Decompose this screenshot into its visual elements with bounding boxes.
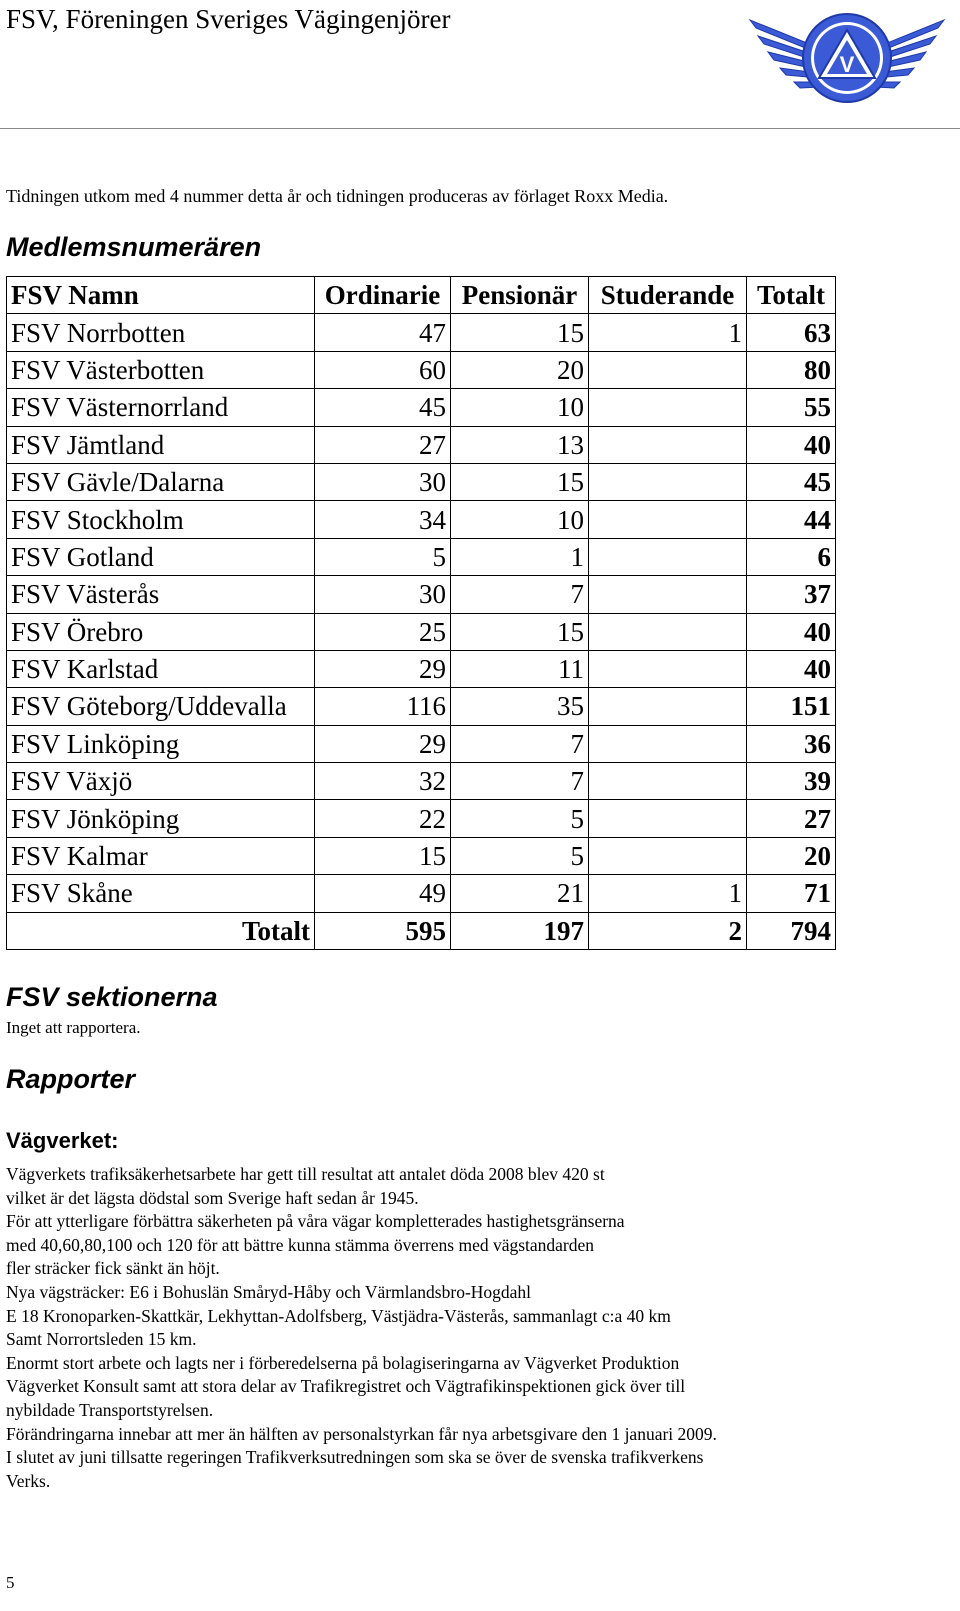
report-line: För att ytterligare förbättra säkerheten på våra vägar kompletterades hastighetsgränserna xyxy=(6,1211,625,1232)
cell-ordinarie: 34 xyxy=(315,501,451,538)
cell-ordinarie: 27 xyxy=(315,426,451,463)
cell-ordinarie: 5 xyxy=(315,538,451,575)
cell-studerande xyxy=(589,613,747,650)
cell-pensionar: 15 xyxy=(451,613,589,650)
table-row xyxy=(7,763,836,800)
cell-ordinarie: 47 xyxy=(315,314,451,351)
cell-pensionar: 20 xyxy=(451,351,589,388)
cell-totalt: 40 xyxy=(747,426,836,463)
cell-name: FSV Skåne xyxy=(7,875,315,912)
cell-totalt: 55 xyxy=(747,389,836,426)
members-table-body xyxy=(7,314,836,912)
members-table-header-row xyxy=(7,277,836,314)
document-header-title: FSV, Föreningen Sveriges Vägingenjörer xyxy=(6,4,451,34)
logo-letter: V xyxy=(839,52,855,77)
cell-totalt: 6 xyxy=(747,538,836,575)
cell-studerande xyxy=(589,351,747,388)
cell-name: FSV Gävle/Dalarna xyxy=(7,463,315,500)
fsv-logo xyxy=(744,2,950,114)
cell-name: FSV Karlstad xyxy=(7,650,315,687)
cell-studerande xyxy=(589,763,747,800)
cell-ordinarie: 60 xyxy=(315,351,451,388)
cell-studerande xyxy=(589,463,747,500)
cell-name: FSV Stockholm xyxy=(7,501,315,538)
cell-name: FSV Gotland xyxy=(7,538,315,575)
table-row xyxy=(7,351,836,388)
report-line: Samt Norrortsleden 15 km. xyxy=(6,1329,197,1350)
cell-pensionar: 7 xyxy=(451,576,589,613)
cell-ordinarie: 30 xyxy=(315,463,451,500)
members-total-row xyxy=(7,912,836,949)
sections-text: Inget att rapportera. xyxy=(6,1018,141,1037)
cell-pensionar: 21 xyxy=(451,875,589,912)
column-header-totalt: Totalt xyxy=(747,277,836,314)
cell-studerande: 1 xyxy=(589,314,747,351)
cell-totalt: 36 xyxy=(747,725,836,762)
cell-studerande xyxy=(589,538,747,575)
column-header-name: FSV Namn xyxy=(7,277,315,314)
members-heading: Medlemsnumerären xyxy=(6,232,262,262)
members-table xyxy=(6,276,836,950)
cell-name: FSV Norrbotten xyxy=(7,314,315,351)
cell-name: FSV Kalmar xyxy=(7,837,315,874)
reports-heading: Rapporter xyxy=(6,1064,136,1094)
cell-name: FSV Jönköping xyxy=(7,800,315,837)
cell-studerande xyxy=(589,837,747,874)
report-line: Vägverkets trafiksäkerhetsarbete har gett till resultat att antalet döda 2008 blev 420 st xyxy=(6,1164,605,1184)
cell-studerande xyxy=(589,800,747,837)
report-line: I slutet av juni tillsatte regeringen Trafikverksutredningen som ska se över de svenska trafikverkens xyxy=(6,1447,704,1468)
sections-heading: FSV sektionerna xyxy=(6,982,218,1012)
cell-totalt: 151 xyxy=(747,688,836,725)
cell-studerande xyxy=(589,426,747,463)
report-body-text xyxy=(6,1163,946,1493)
cell-name: FSV Jämtland xyxy=(7,426,315,463)
table-row xyxy=(7,463,836,500)
cell-name: FSV Göteborg/Uddevalla xyxy=(7,688,315,725)
total-pensionar: 197 xyxy=(451,912,589,949)
page-number: 5 xyxy=(6,1573,15,1592)
cell-pensionar: 7 xyxy=(451,725,589,762)
cell-studerande xyxy=(589,576,747,613)
cell-studerande xyxy=(589,501,747,538)
cell-ordinarie: 30 xyxy=(315,576,451,613)
cell-totalt: 44 xyxy=(747,501,836,538)
report-line: vilket är det lägsta dödstal som Sverige haft sedan år 1945. xyxy=(6,1187,419,1208)
cell-totalt: 40 xyxy=(747,613,836,650)
cell-totalt: 71 xyxy=(747,875,836,912)
cell-pensionar: 10 xyxy=(451,389,589,426)
total-studerande: 2 xyxy=(589,912,747,949)
table-row xyxy=(7,314,836,351)
table-row xyxy=(7,650,836,687)
column-header-studerande: Studerande xyxy=(589,277,747,314)
cell-ordinarie: 45 xyxy=(315,389,451,426)
cell-studerande xyxy=(589,725,747,762)
cell-pensionar: 35 xyxy=(451,688,589,725)
cell-ordinarie: 32 xyxy=(315,763,451,800)
vagverket-subheading: Vägverket: xyxy=(6,1128,119,1153)
table-row xyxy=(7,837,836,874)
report-line: Nya vägsträcker: E6 i Bohuslän Småryd-Håby och Värmlandsbro-Hogdahl xyxy=(6,1281,532,1302)
table-row xyxy=(7,426,836,463)
cell-pensionar: 5 xyxy=(451,800,589,837)
cell-totalt: 80 xyxy=(747,351,836,388)
cell-pensionar: 15 xyxy=(451,463,589,500)
cell-totalt: 20 xyxy=(747,837,836,874)
cell-totalt: 63 xyxy=(747,314,836,351)
cell-totalt: 27 xyxy=(747,800,836,837)
table-row xyxy=(7,613,836,650)
table-row xyxy=(7,800,836,837)
cell-pensionar: 7 xyxy=(451,763,589,800)
table-row xyxy=(7,538,836,575)
cell-ordinarie: 25 xyxy=(315,613,451,650)
cell-name: FSV Örebro xyxy=(7,613,315,650)
table-row xyxy=(7,501,836,538)
table-row xyxy=(7,875,836,912)
intro-paragraph: Tidningen utkom med 4 nummer detta år och tidningen produceras av förlaget Roxx Media. xyxy=(6,186,669,206)
cell-pensionar: 10 xyxy=(451,501,589,538)
report-line: Verks. xyxy=(6,1470,51,1491)
cell-name: FSV Västerbotten xyxy=(7,351,315,388)
cell-pensionar: 15 xyxy=(451,314,589,351)
header-divider xyxy=(0,128,960,129)
table-row xyxy=(7,725,836,762)
cell-ordinarie: 49 xyxy=(315,875,451,912)
cell-totalt: 39 xyxy=(747,763,836,800)
cell-pensionar: 11 xyxy=(451,650,589,687)
report-line: Förändringarna innebar att mer än hälften av personalstyrkan får nya arbetsgivare den 1 januari 2009. xyxy=(6,1423,717,1444)
report-line: Vägverket Konsult samt att stora delar av Trafikregistret och Vägtrafikinspektionen gick över till xyxy=(6,1376,686,1397)
column-header-ordinarie: Ordinarie xyxy=(315,277,451,314)
total-ordinarie: 595 xyxy=(315,912,451,949)
cell-name: FSV Västerås xyxy=(7,576,315,613)
table-row xyxy=(7,576,836,613)
total-label: Totalt xyxy=(7,912,315,949)
table-row xyxy=(7,688,836,725)
cell-name: FSV Västernorrland xyxy=(7,389,315,426)
cell-totalt: 37 xyxy=(747,576,836,613)
cell-name: FSV Växjö xyxy=(7,763,315,800)
cell-pensionar: 13 xyxy=(451,426,589,463)
report-line: nybildade Transportstyrelsen. xyxy=(6,1399,214,1420)
cell-pensionar: 1 xyxy=(451,538,589,575)
cell-studerande: 1 xyxy=(589,875,747,912)
cell-ordinarie: 15 xyxy=(315,837,451,874)
cell-totalt: 40 xyxy=(747,650,836,687)
cell-studerande xyxy=(589,688,747,725)
column-header-pensionar: Pensionär xyxy=(451,277,589,314)
cell-pensionar: 5 xyxy=(451,837,589,874)
cell-name: FSV Linköping xyxy=(7,725,315,762)
cell-ordinarie: 22 xyxy=(315,800,451,837)
cell-ordinarie: 116 xyxy=(315,688,451,725)
cell-totalt: 45 xyxy=(747,463,836,500)
cell-ordinarie: 29 xyxy=(315,650,451,687)
cell-studerande xyxy=(589,650,747,687)
cell-studerande xyxy=(589,389,747,426)
report-line: med 40,60,80,100 och 120 för att bättre kunna stämma överrens med vägstandarden xyxy=(6,1234,595,1255)
total-totalt: 794 xyxy=(747,912,836,949)
report-line: Enormt stort arbete och lagts ner i förberedelserna på bolagiseringarna av Vägverket Produktion xyxy=(6,1352,680,1373)
cell-ordinarie: 29 xyxy=(315,725,451,762)
report-line: E 18 Kronoparken-Skattkär, Lekhyttan-Adolfsberg, Västjädra-Västerås, sammanlagt c:a 40 km xyxy=(6,1305,671,1326)
table-row xyxy=(7,389,836,426)
report-line: fler sträcker fick sänkt än höjt. xyxy=(6,1258,220,1279)
